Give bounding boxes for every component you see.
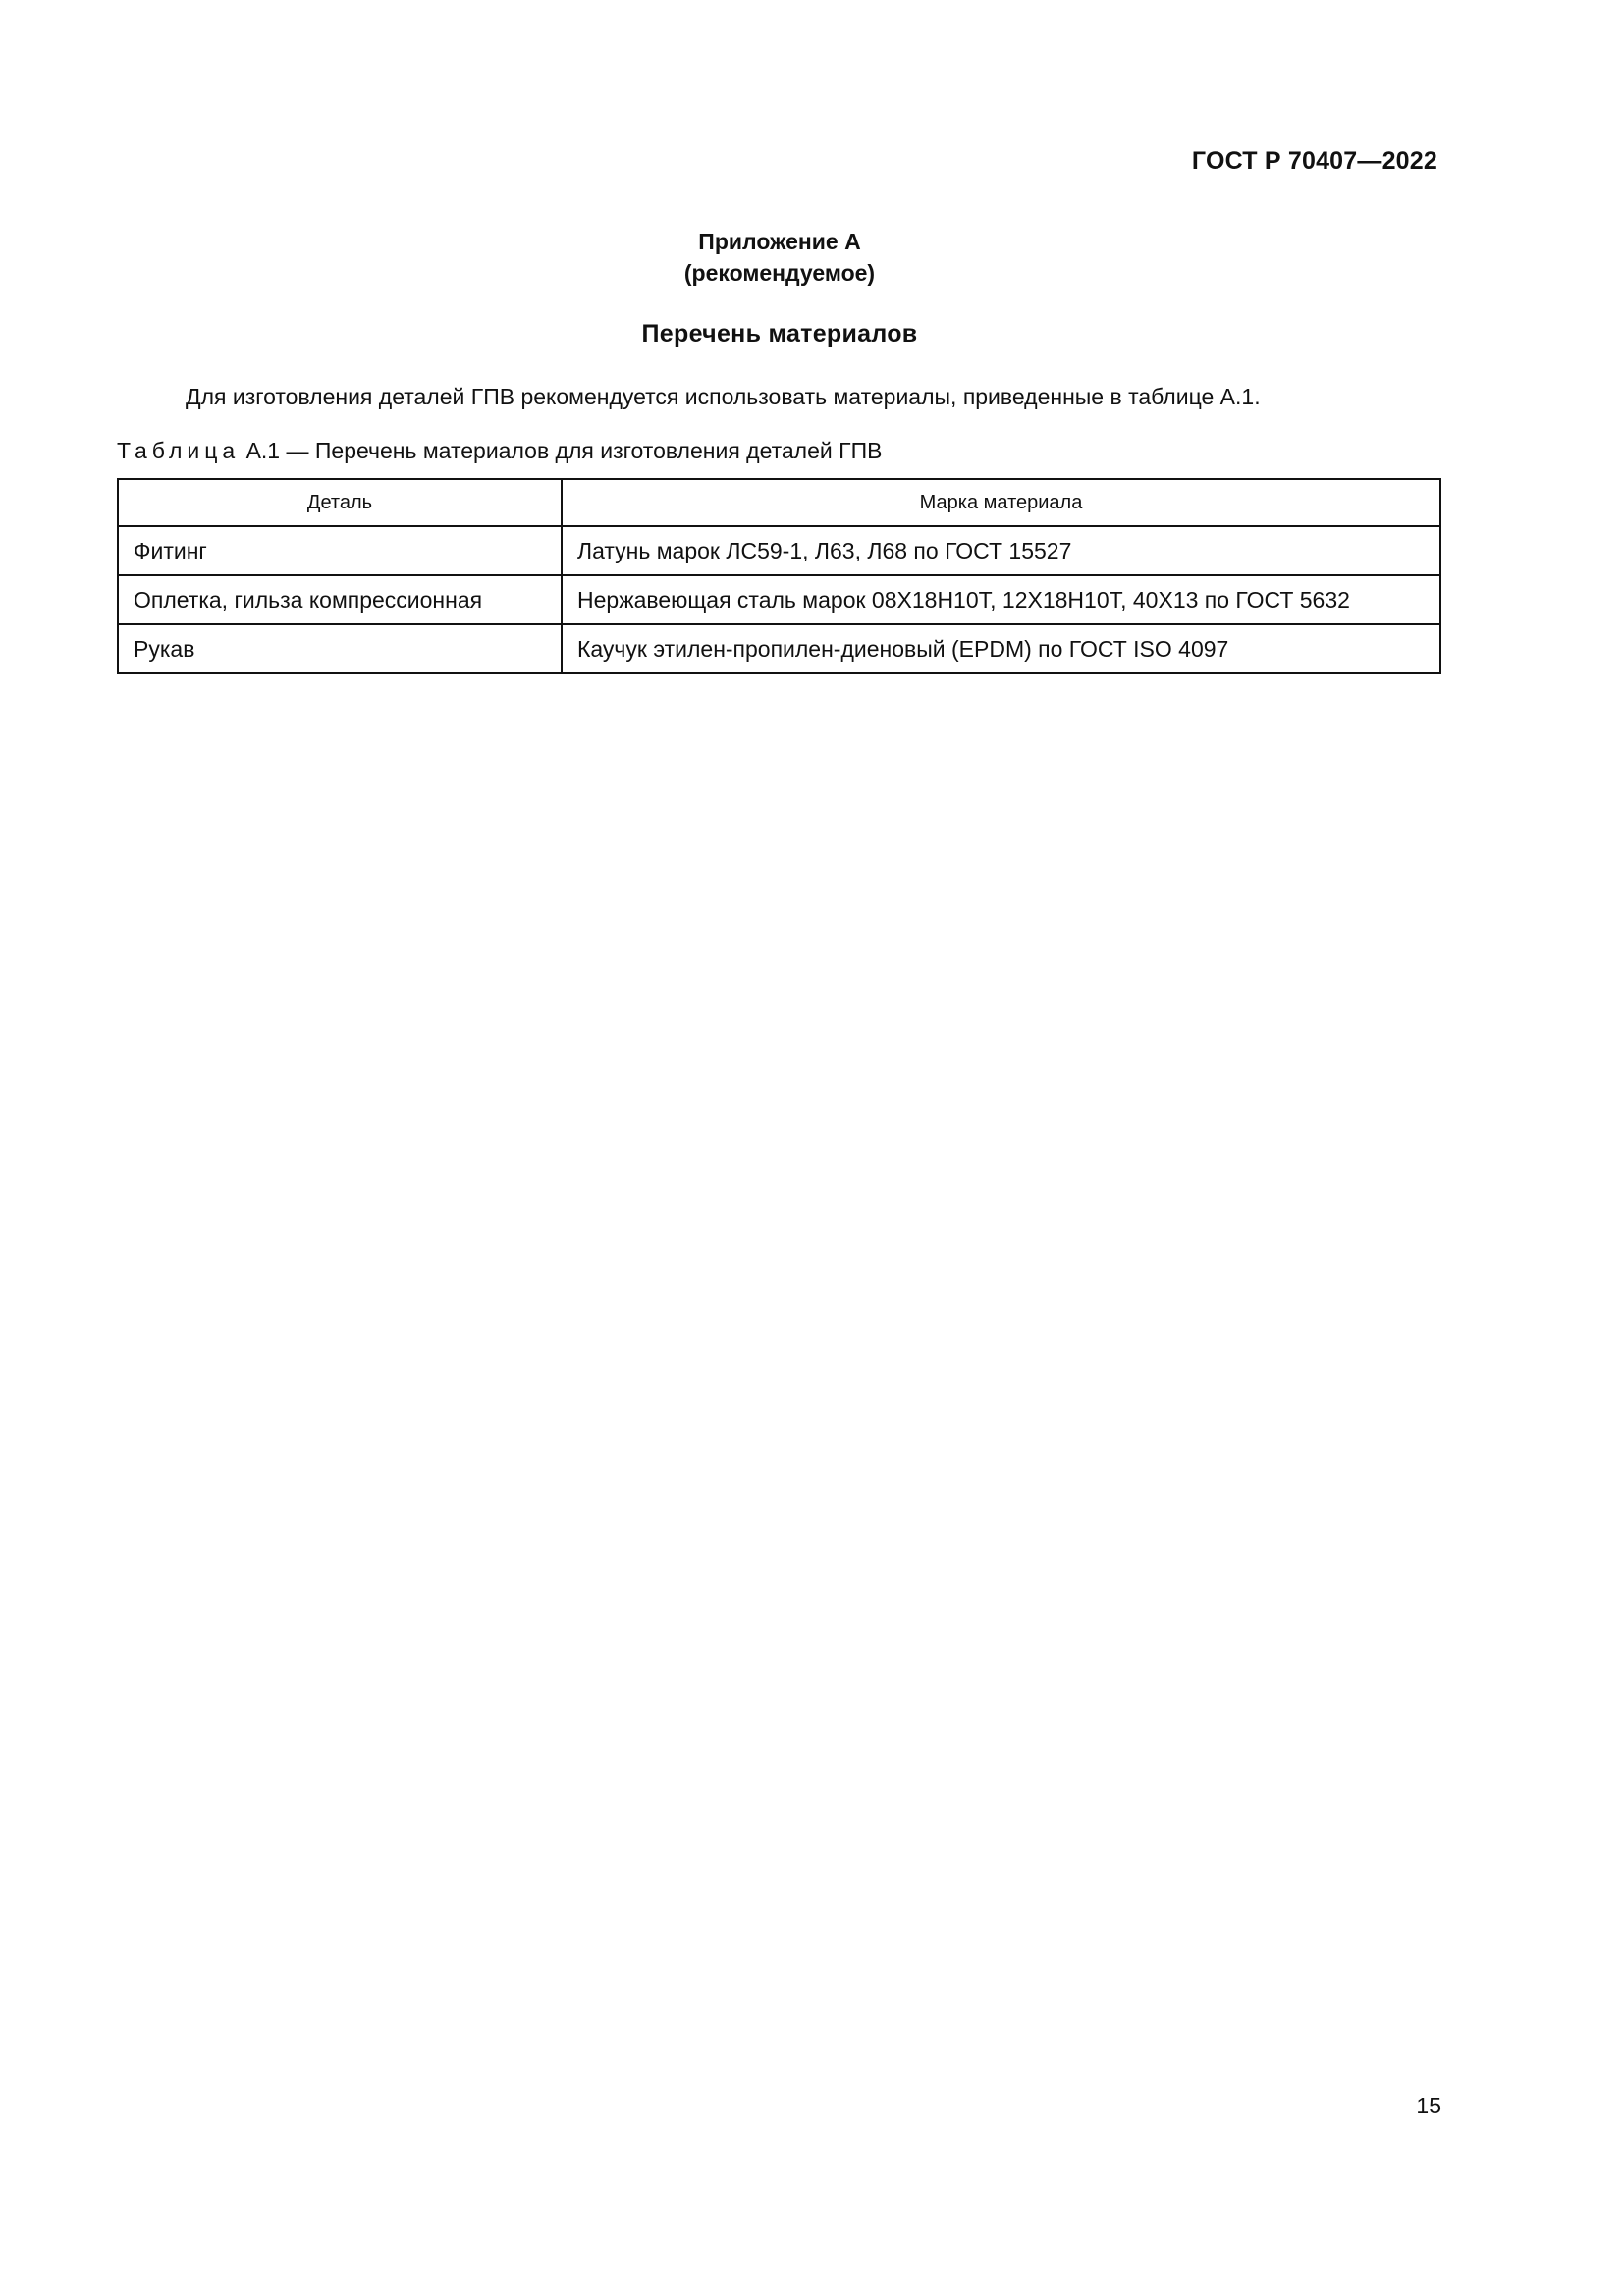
appendix-heading <box>0 226 1559 289</box>
table-caption-prefix: Таблица <box>117 438 241 463</box>
appendix-title: Перечень материалов <box>641 320 918 347</box>
cell-part: Фитинг <box>118 526 562 575</box>
table-row <box>118 526 1440 575</box>
cell-material: Нержавеющая сталь марок 08Х18Н10Т, 12Х18Н10Т, 40Х13 по ГОСТ 5632 <box>562 575 1440 624</box>
cell-material: Латунь марок ЛС59-1, Л63, Л68 по ГОСТ 15527 <box>562 526 1440 575</box>
cell-material: Каучук этилен-пропилен-диеновый (EPDM) по ГОСТ ISO 4097 <box>562 624 1440 673</box>
table-caption-text: А.1 — Перечень материалов для изготовления деталей ГПВ <box>245 438 883 463</box>
cell-part: Оплетка, гильза компрессионная <box>118 575 562 624</box>
page-number: 15 <box>1416 2093 1441 2118</box>
cell-part: Рукав <box>118 624 562 673</box>
document-code: ГОСТ Р 70407—2022 <box>1191 147 1437 175</box>
appendix-label: Приложение А <box>698 229 861 254</box>
table-row <box>118 624 1440 673</box>
table-caption <box>117 436 882 465</box>
intro-paragraph: Для изготовления деталей ГПВ рекомендуется использовать материалы, приведенные в таблице А.1. <box>186 384 1261 409</box>
column-header-material: Марка материала <box>562 479 1440 526</box>
column-header-part: Деталь <box>118 479 562 526</box>
appendix-status: (рекомендуемое) <box>683 260 876 286</box>
table-row <box>118 575 1440 624</box>
table-header-row <box>118 479 1440 526</box>
materials-table <box>117 478 1441 674</box>
